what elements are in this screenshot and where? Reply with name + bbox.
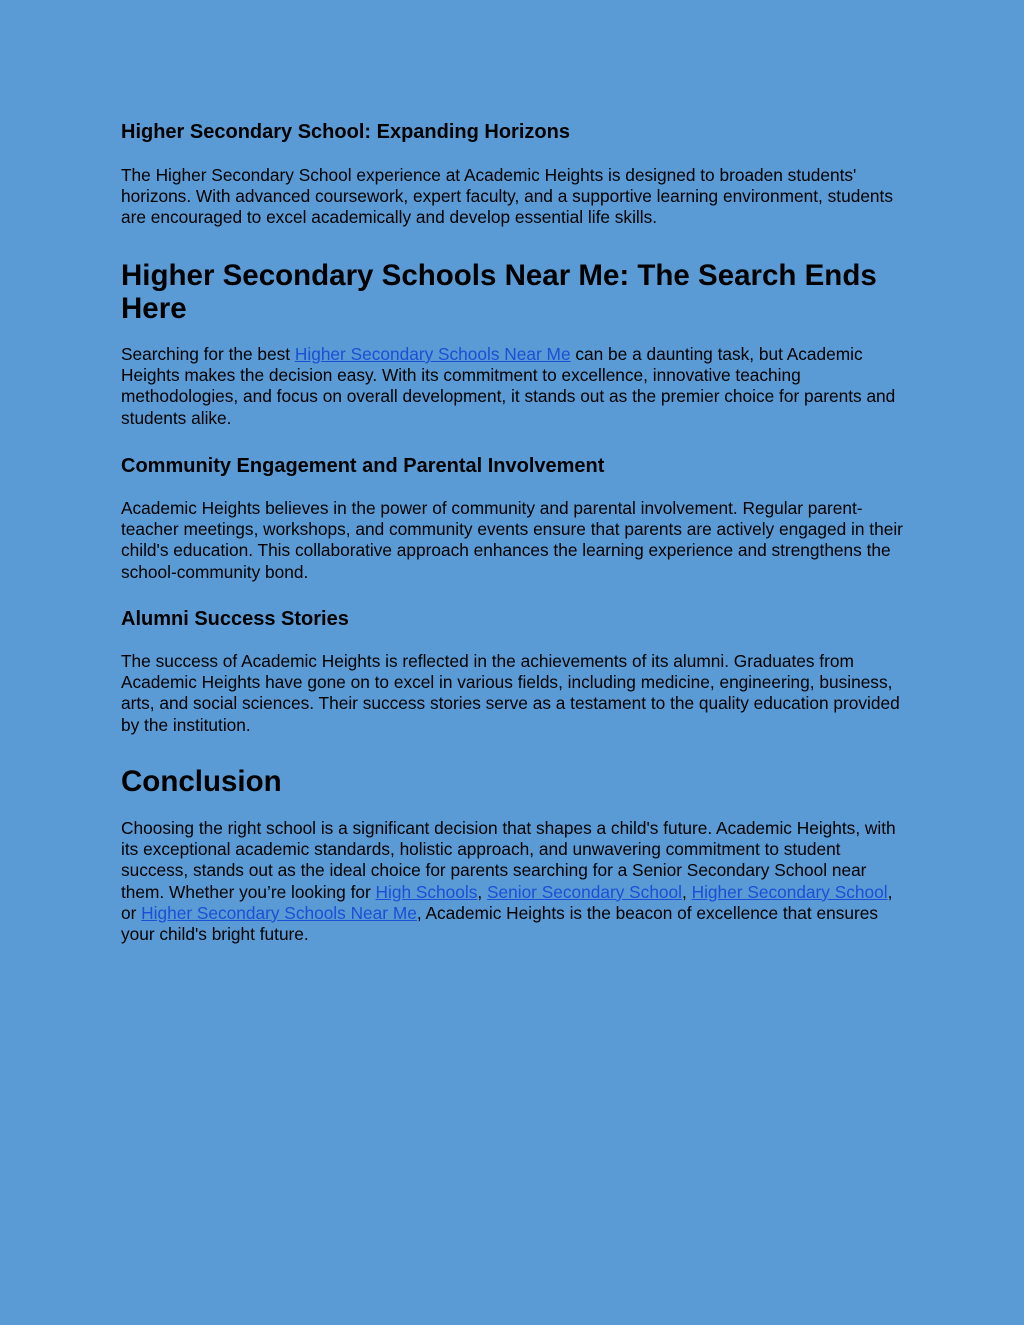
section-heading: Higher Secondary Schools Near Me: The Search Ends Here	[121, 259, 877, 325]
separator: ,	[682, 881, 692, 902]
link-higher-secondary-school[interactable]: Higher Secondary School	[691, 881, 888, 902]
section-paragraph-wrapper	[121, 651, 911, 736]
section-paragraph	[121, 818, 911, 945]
section-paragraph-wrapper	[121, 818, 911, 945]
paragraph-text: Searching for the best	[121, 344, 295, 364]
separator: ,	[477, 881, 487, 902]
section-higher-secondary	[121, 118, 911, 146]
section-conclusion	[121, 765, 911, 798]
section-alumni	[121, 605, 911, 633]
link-high-schools[interactable]: High Schools	[375, 881, 478, 902]
section-heading: Higher Secondary School: Expanding Horizons	[121, 121, 570, 143]
paragraph-text: Choosing the right school is a significant decision that shapes a child's future. Academic Heights, with its exceptional academic standards, holistic approach, and unwavering commitment to student success, stands out as the ideal choice for parents searching for a Senior Secondary School near them. Whether you’re looking for	[121, 818, 896, 902]
section-paragraph: Academic Heights believes in the power of community and parental involvement. Regular parent-teacher meetings, workshops, and community events ensure that parents are actively engaged in their child's education. This collaborative approach enhances the learning experience and strengthens the school-community bond.	[121, 498, 903, 582]
paragraph-text: can be a daunting task, but Academic Heights makes the decision easy. With its commitment to excellence, innovative teaching methodologies, and focus on overall development, it stands out as the premier choice for parents and students alike.	[121, 344, 896, 428]
section-heading: Alumni Success Stories	[121, 608, 349, 630]
section-paragraph-wrapper	[121, 165, 911, 229]
link-higher-secondary-schools-near-me[interactable]: Higher Secondary Schools Near Me	[141, 902, 417, 923]
section-near-me	[121, 259, 911, 325]
section-paragraph	[121, 344, 911, 429]
section-heading: Conclusion	[121, 765, 282, 798]
section-paragraph-wrapper	[121, 498, 911, 583]
link-higher-secondary-schools-near-me[interactable]: Higher Secondary Schools Near Me	[294, 344, 571, 364]
section-community	[121, 452, 911, 480]
section-paragraph: The success of Academic Heights is reflected in the achievements of its alumni. Graduates from Academic Heights have gone on to excel in various fields, including medicine, engineering, business, arts, and social sciences. Their success stories serve as a testament to the quality education provided by the institution.	[121, 651, 900, 735]
section-paragraph: The Higher Secondary School experience at Academic Heights is designed to broaden students' horizons. With advanced coursework, expert faculty, and a supportive learning environment, students are encouraged to excel academically and develop essential life skills.	[121, 165, 893, 228]
paragraph-text: , Academic Heights is the beacon of excellence that ensures your child's bright future.	[121, 902, 878, 945]
link-senior-secondary-school[interactable]: Senior Secondary School	[486, 881, 682, 902]
separator: , or	[121, 881, 893, 923]
section-heading: Community Engagement and Parental Involvement	[121, 455, 605, 477]
section-paragraph-wrapper	[121, 344, 911, 429]
